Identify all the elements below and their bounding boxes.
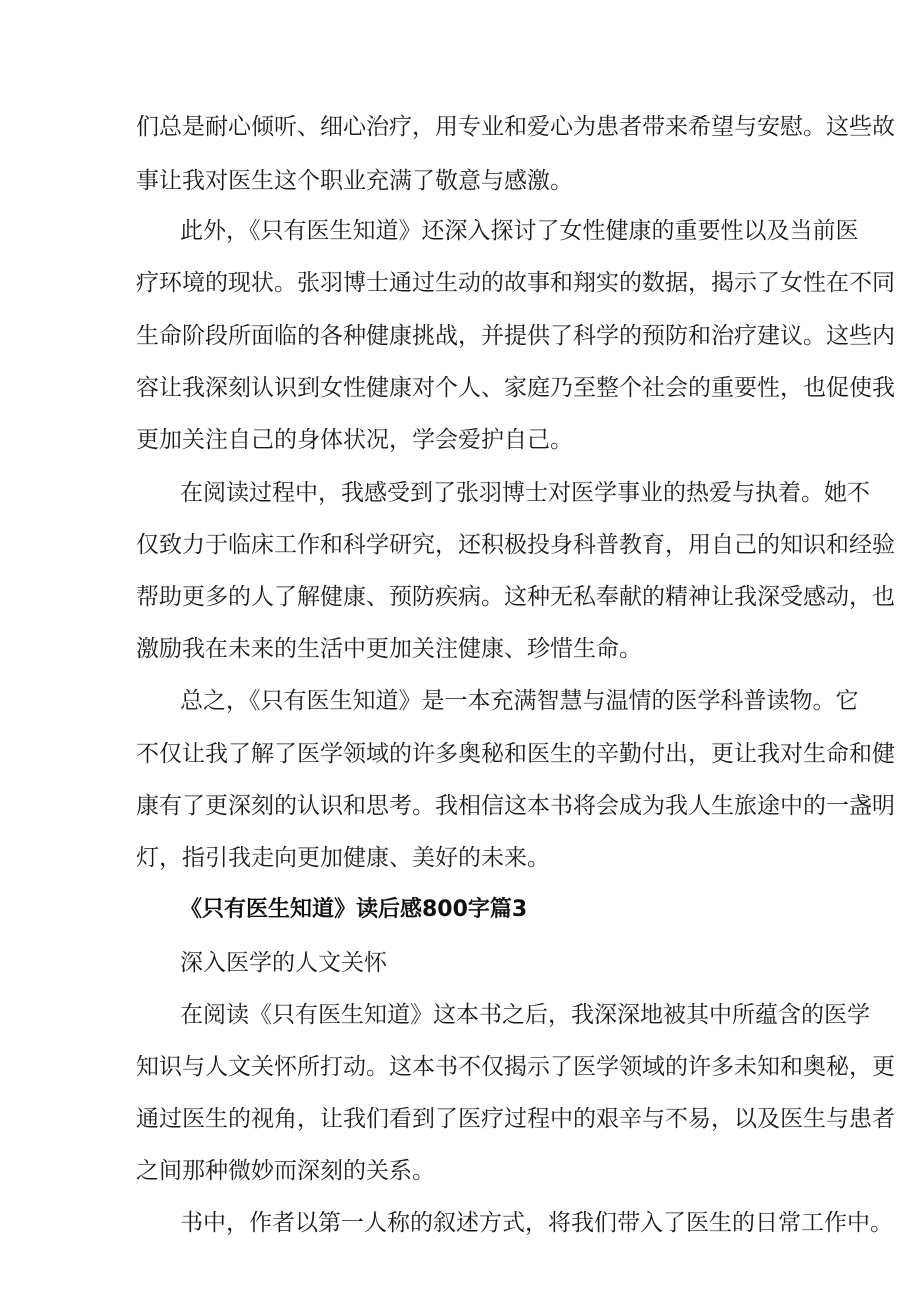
section-heading: 《只有医生知道》读后感800字篇3 — [180, 897, 528, 922]
text-line: 康有了更深刻的认识和思考。我相信这本书将会成为我人生旅途中的一盏明 — [136, 793, 895, 819]
text-line: 疗环境的现状。张羽博士通过生动的故事和翔实的数据，揭示了女性在不同 — [136, 270, 895, 296]
section-subtitle: 深入医学的人文关怀 — [180, 950, 387, 976]
text-line: 在阅读过程中，我感受到了张羽博士对医学事业的热爱与执着。她不 — [180, 480, 870, 506]
text-line: 通过医生的视角，让我们看到了医疗过程中的艰辛与不易，以及医生与患者 — [136, 1106, 895, 1132]
text-line: 激励我在未来的生活中更加关注健康、珍惜生命。 — [136, 636, 642, 662]
text-line: 之间那种微妙而深刻的关系。 — [136, 1158, 435, 1184]
text-line: 帮助更多的人了解健康、预防疾病。这种无私奉献的精神让我深受感动，也 — [136, 584, 895, 610]
text-line: 更加关注自己的身体状况，学会爱护自己。 — [136, 427, 573, 453]
text-line: 们总是耐心倾听、细心治疗，用专业和爱心为患者带来希望与安慰。这些故 — [136, 114, 895, 140]
text-line: 灯，指引我走向更加健康、美好的未来。 — [136, 845, 550, 871]
text-line: 容让我深刻认识到女性健康对个人、家庭乃至整个社会的重要性，也促使我 — [136, 375, 895, 401]
text-line: 仅致力于临床工作和科学研究，还积极投身科普教育，用自己的知识和经验 — [136, 532, 895, 558]
text-line: 在阅读《只有医生知道》这本书之后，我深深地被其中所蕴含的医学 — [180, 1002, 870, 1028]
text-line: 此外，《只有医生知道》还深入探讨了女性健康的重要性以及当前医 — [180, 218, 859, 244]
text-line: 书中，作者以第一人称的叙述方式，将我们带入了医生的日常工作中。 — [180, 1210, 893, 1236]
text-line: 不仅让我了解了医学领域的许多奥秘和医生的辛勤付出，更让我对生命和健 — [136, 741, 895, 767]
text-line: 事让我对医生这个职业充满了敬意与感激。 — [136, 168, 573, 194]
text-line: 总之，《只有医生知道》是一本充满智慧与温情的医学科普读物。它 — [180, 688, 859, 714]
text-line: 生命阶段所面临的各种健康挑战，并提供了科学的预防和治疗建议。这些内 — [136, 323, 895, 349]
text-line: 知识与人文关怀所打动。这本书不仅揭示了医学领域的许多未知和奥秘，更 — [136, 1054, 895, 1080]
